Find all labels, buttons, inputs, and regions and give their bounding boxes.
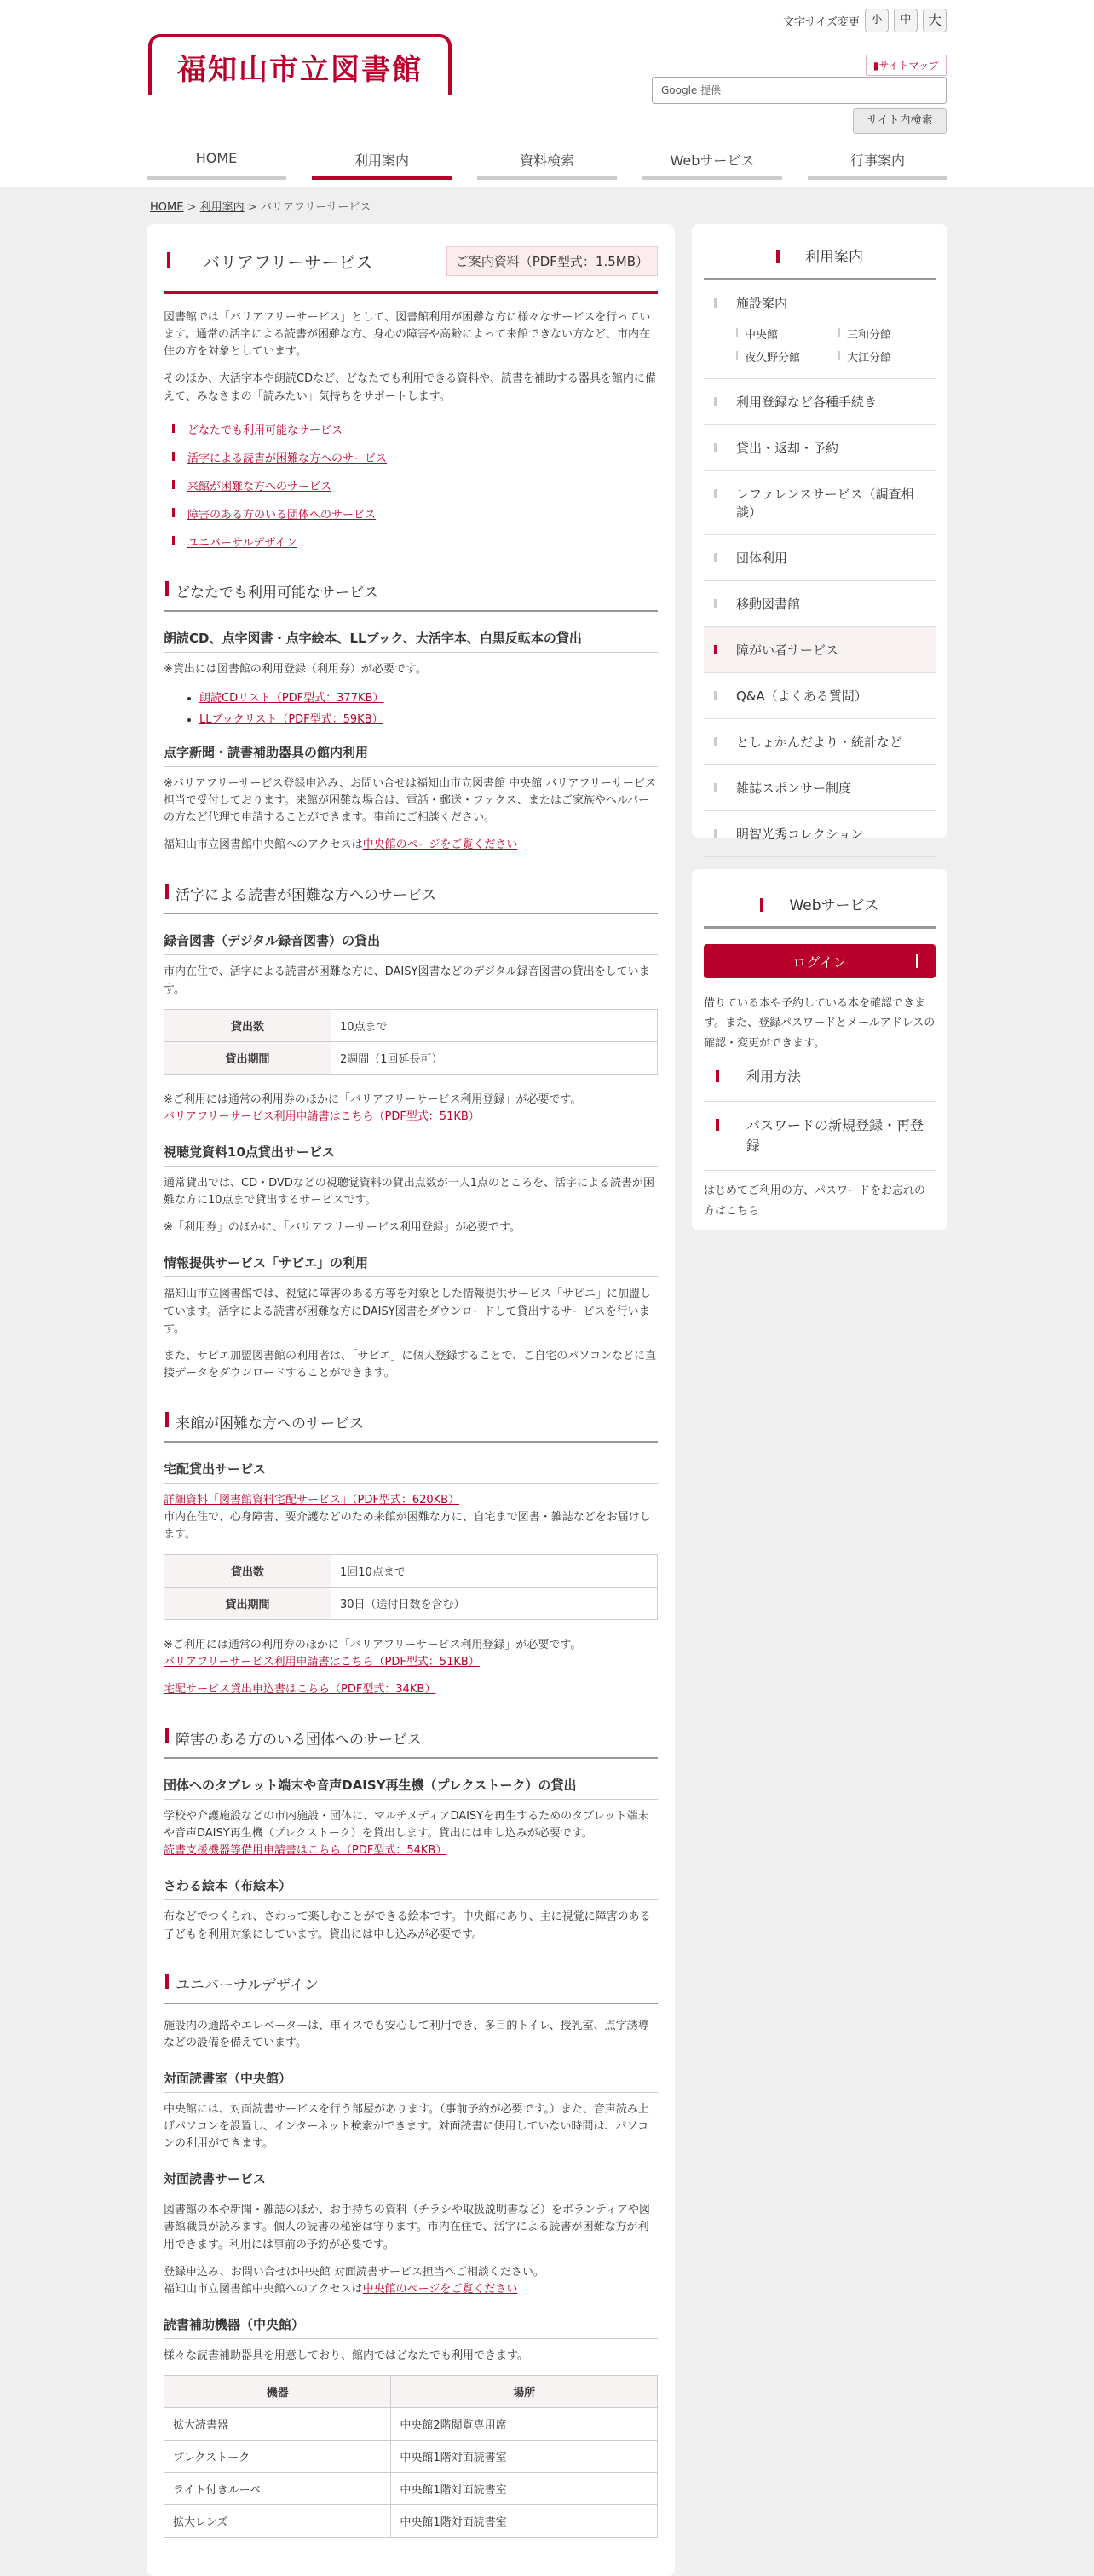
sidebar-item[interactable]: 団体利用 [704,535,936,581]
font-size-medium-button[interactable]: 中 [894,9,918,32]
table-cell: プレクストーク [164,2441,391,2473]
sub-heading: 団体へのタブレット端末や音声DAISY再生機（プレクストーク）の貸出 [164,1776,658,1800]
delivery-form-link[interactable]: 宅配サービス貸出申込書はこちら（PDF型式：34KB） [164,1682,436,1696]
body-text [164,837,658,854]
body-text [164,1092,658,1126]
section-heading: 障害のある方のいる団体へのサービス [164,1722,658,1759]
sidebar-item[interactable]: 移動図書館 [704,581,936,627]
branch-link[interactable]: 三和分館 [838,326,941,342]
body-text-span: 学校や介護施設などの市内施設・団体に、マルチメディアDAISYを再生するためのタブレット端末や音声DAISY再生機（プレクストーク）を貸出します。貸出には申し込みが必要です。 [164,1809,649,1841]
pdf-link[interactable]: LLブックリスト（PDF型式：59KB） [199,712,383,726]
password-register-link[interactable]: パスワードの新規登録・再登録 [704,1102,936,1171]
page-title-bar [164,243,658,294]
site-header [0,0,1094,187]
sub-heading: 点字新聞・読書補助器具の館内利用 [164,743,658,767]
table-header: 機器 [164,2376,391,2408]
font-size-switcher [783,9,947,32]
table-row [164,1009,658,1041]
sub-heading: 録音図書（デジタル録音図書）の貸出 [164,931,658,955]
body-text [164,1637,658,1671]
sidebar-title [704,236,936,280]
nav-search[interactable]: 資料検索 [477,150,617,180]
nav-home[interactable]: HOME [147,150,286,180]
toc-link[interactable]: 障害のある方のいる団体へのサービス [187,508,377,522]
main-content [147,224,675,2576]
list-item[interactable] [199,710,658,726]
delivery-pdf-link[interactable]: 詳細資料「図書館資料宅配サービス」（PDF型式：620KB） [164,1494,460,1507]
nav-events[interactable]: 行事案内 [808,150,947,180]
breadcrumb-current: バリアフリーサービス [260,201,371,214]
pdf-list [199,689,658,726]
loan-table [164,1009,658,1075]
sidebar-item[interactable]: 利用登録など各種手続き [704,379,936,425]
search-input[interactable]: Google 提供 [652,77,947,104]
table-header: 場所 [391,2376,658,2408]
section-heading: どなたでも利用可能なサービス [164,575,658,612]
toc-link[interactable]: 来館が困難な方へのサービス [187,480,332,493]
sub-heading: 対面読書サービス [164,2170,658,2193]
sub-heading: さわる絵本（布絵本） [164,1876,658,1900]
page-title: バリアフリーサービス [164,249,372,274]
table-value: 10点まで [331,1009,658,1041]
nav-web-service[interactable]: Webサービス [642,150,782,180]
body-text-span: ※ご利用には通常の利用券のほかに「バリアフリーサービス利用登録」が必要です。 [164,1092,582,1106]
body-text [164,1808,658,1859]
body-text: 様々な読書補助器具を用意しており、館内ではどなたでも利用できます。 [164,2349,528,2363]
section-heading: 活字による読書が困難な方へのサービス [164,878,658,914]
toc-link[interactable]: 活字による読書が困難な方へのサービス [187,452,388,465]
sidebar-item-label: 施設案内 [736,296,788,311]
note-text: ※貸出には図書館の利用登録（利用券）が必要です。 [164,662,427,676]
table-key: 貸出数 [164,1009,331,1041]
body-text-span: 福知山市立図書館中央館へのアクセスは [164,838,363,852]
table-header-row [164,2376,658,2408]
breadcrumb-guide[interactable]: 利用案内 [199,201,245,214]
sidebar-item-facility[interactable] [704,280,936,379]
site-logo[interactable] [148,34,452,95]
table-value: 30日（送付日数を含む） [331,1587,658,1619]
body-text: また、サピエ加盟図書館の利用者は、「サピエ」に個人登録することで、ご自宅のパソコンなどに直接データをダウンロードすることができます。 [164,1349,656,1380]
toc-item[interactable] [172,533,658,550]
body-text [164,1681,658,1698]
sidebar-title-text: Webサービス [789,897,879,914]
table-key: 貸出期間 [164,1587,331,1619]
sidebar-item[interactable]: 雑誌スポンサー制度 [704,765,936,811]
body-text: ※バリアフリーサービス登録申込み、お問い合せは福知山市立図書館 中央館 バリアフリーサービス担当で受付しております。来館が困難な場合は、電話・郵送・ファクス、またはご家族やヘルパーの方など代理で申請することができます。事前にご相談ください。 [164,776,656,825]
sub-heading: 対面読書室（中央館） [164,2069,658,2093]
site-search-button[interactable]: サイト内検索 [853,108,947,134]
table-row [164,1587,658,1619]
sidebar-title-text: 利用案内 [805,249,863,266]
font-size-large-button[interactable]: 大 [923,9,947,32]
sidebar-title [704,885,936,929]
sidebar-item[interactable]: レファレンスサービス（調査相談） [704,471,936,535]
nav-guide[interactable]: 利用案内 [312,150,452,180]
table-value: 1回10点まで [331,1554,658,1587]
table-cell: 中央館1階対面読書室 [391,2473,658,2505]
login-button[interactable] [704,944,936,978]
toc-item[interactable] [172,477,658,493]
table-row [164,2505,658,2538]
central-library-link[interactable]: 中央館のページをご覧ください [362,838,518,852]
table-key: 貸出数 [164,1554,331,1587]
sub-heading: 宅配貸出サービス [164,1460,658,1484]
guide-pdf-link[interactable]: ご案内資料（PDF型式：1.5MB） [446,246,658,276]
body-text [164,1492,658,1543]
body-text: ※「利用券」のほかに、「バリアフリーサービス利用登録」が必要です。 [164,1221,521,1235]
sidebar-item[interactable]: 貸出・返却・予約 [704,425,936,471]
sub-heading: 視聴覚資料10点貸出サービス [164,1143,658,1167]
equipment-table [164,2375,658,2538]
body-text: 中央館には、対面読書サービスを行う部屋があります。（事前予約が必要です。）また、音声読み上げパソコンを設置し、インターネット検索ができます。対面読書に使用していない時間は、パソコンの利用ができます。 [164,2102,649,2151]
howto-link[interactable]: 利用方法 [704,1053,936,1102]
table-value: 2週間（1回延長可） [331,1041,658,1074]
breadcrumb-sep: > [247,201,257,214]
body-text-span: 登録申込み、お問い合せは中央館 対面読書サービス担当へご相談ください。 [164,2265,544,2279]
intro-text: 図書館では「バリアフリーサービス」として、図書館利用が困難な方に様々なサービスを行っています。通常の活字による読書が困難な方、身心の障害や高齢によって来館できない方など、市内在住の方を対象としています。 [164,311,651,359]
branch-list [736,326,927,365]
body-text: 図書館の本や新聞・雑誌のほか、お手持ちの資料（チラシや取扱説明書など）をボランティアや図書館職員が読みます。個人の読書の秘密は守ります。市内在住で、活字による読書が困難な方が利用できます。利用には事前の予約が必要です。 [164,2204,650,2251]
font-size-small-button[interactable]: 小 [865,9,889,32]
branch-link[interactable]: 大江分館 [838,349,941,365]
sitemap-label: サイトマップ [878,60,939,72]
section-heading: 来館が困難な方へのサービス [164,1406,658,1443]
body-text: 市内在住で、活字による読書が困難な方に、DAISY図書などのデジタル録音図書の貸出をしています。 [164,965,650,996]
table-row [164,2473,658,2505]
toc-link[interactable]: どなたでも利用可能なサービス [187,424,343,437]
toc-item[interactable] [172,421,658,437]
heading-marker-icon [776,250,780,263]
toc-item[interactable] [172,505,658,522]
table-row [164,1041,658,1074]
global-nav [147,150,947,180]
table-cell: 中央館2階閲覧専用席 [391,2408,658,2441]
heading-marker-icon [760,898,763,912]
arrow-icon [916,954,918,968]
list-item[interactable] [199,689,658,705]
branch-link[interactable]: 夜久野分館 [736,349,838,365]
body-text: 福知山市立図書館では、視覚に障害のある方等を対象とした情報提供サービス「サピエ」に加盟しています。活字による読書が困難な方にDAISY図書をダウンロードして貸出するサービスを行います。 [164,1288,652,1335]
table-cell: 中央館1階対面読書室 [391,2441,658,2473]
central-library-link[interactable]: 中央館のページをご覧ください [362,2282,518,2296]
logo-text: 福知山市立図書館 [177,52,423,87]
table-key: 貸出期間 [164,1041,331,1074]
toc-item[interactable] [172,449,658,465]
password-text: はじめてご利用の方、パスワードをお忘れの方はこちら [704,1184,926,1218]
table-row [164,2441,658,2473]
breadcrumb-home[interactable]: HOME [150,201,184,214]
sidebar-item-active[interactable]: 障がい者サービス [704,627,936,673]
sidebar-web-service [692,869,947,1230]
body-text-span: ※ご利用には通常の利用券のほかに「バリアフリーサービス利用登録」が必要です。 [164,1638,582,1651]
sitemap-icon: ▮ [872,60,879,72]
table-cell: 拡大レンズ [164,2505,391,2538]
sidebar-item[interactable]: としょかんだより・統計など [704,719,936,765]
sub-heading: 情報提供サービス「サピエ」の利用 [164,1253,658,1277]
sitemap-link[interactable] [866,55,947,76]
table-cell: ライト付きルーペ [164,2473,391,2505]
page-toc [172,421,658,550]
delivery-table [164,1554,658,1620]
toc-link[interactable]: ユニバーサルデザイン [187,536,297,550]
branch-link[interactable]: 中央館 [736,326,838,342]
pdf-link[interactable]: 朗読CDリスト（PDF型式：377KB） [199,691,384,705]
table-row [164,1554,658,1587]
sidebar-item[interactable]: Q&A（よくある質問） [704,673,936,719]
sub-heading: 読書補助機器（中央館） [164,2315,658,2339]
application-pdf-link[interactable]: バリアフリーサービス利用申請書はこちら（PDF型式：51KB） [164,1109,480,1123]
body-text: 施設内の通路やエレベーターは、車イスでも安心して利用でき、多目的トイレ、授乳室、点字誘導などの設備を備えています。 [164,2019,649,2049]
equipment-form-link[interactable]: 読書支援機器等借用申請書はこちら（PDF型式：54KB） [164,1844,447,1858]
breadcrumb-sep: > [187,201,197,214]
breadcrumb [150,198,371,214]
font-size-label: 文字サイズ変更 [783,15,860,29]
body-text-span: 福知山市立図書館中央館へのアクセスは [164,2282,363,2296]
sub-heading: 朗読CD、点字図書・点字絵本、LLブック、大活字本、白黒反転本の貸出 [164,629,658,653]
body-text: 布などでつくられ、さわって楽しむことができる絵本です。中央館にあり、主に視覚に障害のある子どもを利用対象にしています。貸出には申し込みが必要です。 [164,1910,651,1941]
sidebar-item[interactable]: 明智光秀コレクション [704,811,936,857]
body-text: 通常貸出では、CD・DVDなどの視聴覚資料の貸出点数が一人1点のところを、活字による読書が困難な方に10点まで貸出するサービスです。 [164,1176,655,1207]
intro-text: そのほか、大活字本や朗読CDなど、どなたでも利用できる資料や、読書を補助する器具を館内に備えて、みなさまの「読みたい」気持ちをサポートします。 [164,372,656,403]
table-row [164,2408,658,2441]
section-heading: ユニバーサルデザイン [164,1968,658,2004]
sidebar-guide [692,224,947,842]
login-label: ログイン [792,954,847,971]
body-text-span: 市内在住で、心身障害、要介護などのため来館が困難な方に、自宅まで図書・雑誌などをお届けします。 [164,1511,651,1542]
web-service-text: 借りている本や予約している本を確認できます。また、登録パスワードとメールアドレスの確認・変更ができます。 [704,997,936,1050]
table-cell: 中央館1階対面読書室 [391,2505,658,2538]
application-pdf-link[interactable]: バリアフリーサービス利用申請書はこちら（PDF型式：51KB） [164,1655,480,1668]
body-text [164,2264,658,2298]
table-cell: 拡大読書器 [164,2408,391,2441]
